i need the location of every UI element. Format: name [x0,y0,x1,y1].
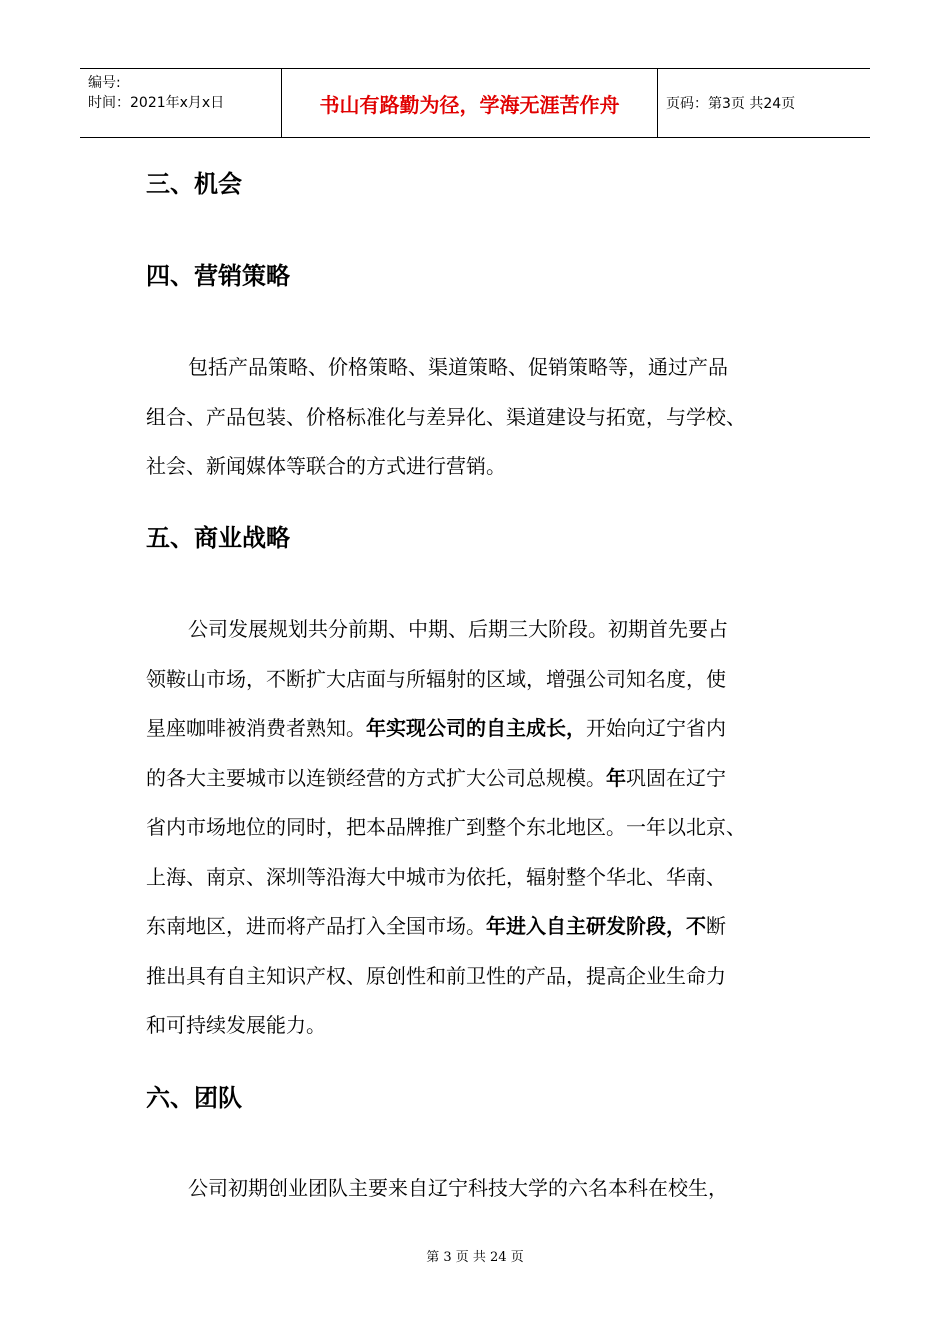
text-segment: 星座咖啡被消费者熟知。 [146,716,366,740]
section-heading-marketing: 四、营销策略 [146,262,290,290]
paragraph-line: 领鞍山市场，不断扩大店面与所辐射的区域，增强公司知名度，使 [146,666,726,691]
marketing-paragraph [146,343,826,492]
paragraph-line: 包括产品策略、价格策略、渠道策略、促销策略等，通过产品 [188,355,728,379]
business-strategy-paragraph [146,605,826,1051]
text-segment: 的各大主要城市以连锁经营的方式扩大公司总规模。 [146,765,606,790]
document-number-label: 编号: [88,75,121,91]
paragraph-line [146,754,826,804]
paragraph-line: 推出具有自主知识产权、原创性和前卫性的产品，提高企业生命力 [146,963,726,988]
paragraph-line: 公司发展规划共分前期、中期、后期三大阶段。初期首先要占 [188,617,728,641]
page-footer: 第 3 页 共 24 页 [426,1250,524,1265]
page-header [80,68,870,138]
text-segment: 东南地区，进而将产品打入全国市场。 [146,914,486,938]
paragraph-line [146,704,826,754]
header-page-info: 页码：第3页 共24页 [666,96,796,112]
header-motto: 书山有路勤为径，学海无涯苦作舟 [282,69,658,137]
paragraph-line: 社会、新闻媒体等联合的方式进行营销。 [146,454,506,478]
document-time-label: 时间：2021年x月x日 [88,95,225,111]
team-paragraph [146,1164,826,1214]
paragraph-line: 公司初期创业团队主要来自辽宁科技大学的六名本科在校生， [188,1176,728,1200]
bold-text-segment: 年实现公司的自主成长， [366,716,586,740]
paragraph-line: 上海、南京、深圳等沿海大中城市为依托，辐射整个华北、华南、 [146,864,726,889]
text-segment: 开始向辽宁省内 [586,716,726,740]
text-segment: 断 [706,914,726,938]
bold-text-segment: 年进入自主研发阶段，不 [486,914,706,938]
section-heading-team: 六、团队 [146,1084,242,1112]
paragraph-line: 省内市场地位的同时，把本品牌推广到整个东北地区。一年以北京、 [146,815,746,839]
paragraph-line: 和可持续发展能力。 [146,1013,326,1037]
header-meta [80,69,282,137]
text-segment: 巩固在辽宁 [626,765,726,790]
bold-text-segment: 年 [606,765,626,790]
section-heading-opportunity: 三、机会 [146,170,242,198]
paragraph-line [146,902,826,952]
section-heading-business-strategy: 五、商业战略 [146,524,290,552]
paragraph-line: 组合、产品包装、价格标准化与差异化、渠道建设与拓宽，与学校、 [146,404,746,429]
